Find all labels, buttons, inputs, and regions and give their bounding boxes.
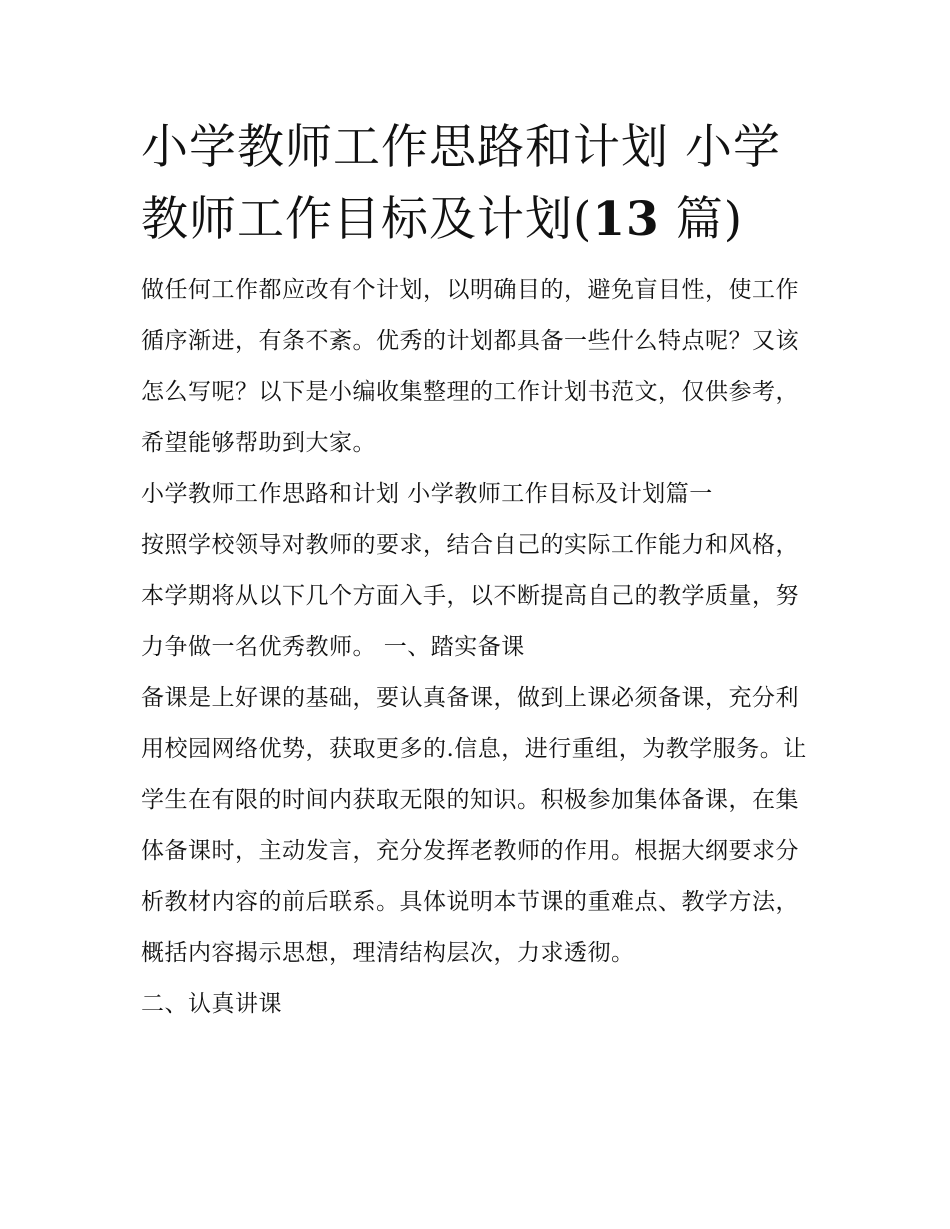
document-title (141, 112, 821, 256)
body-paragraph: 按照学校领导对教师的要求，结合自己的实际工作能力和风格，本学期将从以下几个方面入手，以不断提高自己的教学质量，努力争做一名优秀教师。 一、踏实备课 (141, 532, 799, 660)
title-text: 小学教师工作思路和计划 小学教师工作目标及计划( (141, 120, 781, 247)
document-content (141, 112, 821, 1030)
section-heading: 小学教师工作思路和计划 小学教师工作目标及计划篇一 (141, 481, 713, 507)
title-count: 13 (592, 192, 660, 247)
subsection-heading: 二、认真讲课 (141, 991, 282, 1017)
intro-paragraph: 做任何工作都应改有个计划，以明确目的，避免盲目性，使工作循序渐进，有条不紊。优秀的计划都具备一些什么特点呢？又该怎么写呢？以下是小编收集整理的工作计划书范文，仅供参考，希望能够帮助到大家。 (141, 277, 799, 456)
body-paragraph: 备课是上好课的基础，要认真备课，做到上课必须备课，充分利用校园网络优势，获取更多的.信息，进行重组，为教学服务。让学生在有限的时间内获取无限的知识。积极参加集体备课，在集体备课时，主动发言，充分发挥老教师的作用。根据大纲要求分析教材内容的前后联系。具体说明本节课的重难点、教学方法，概括内容揭示思想，理清结构层次，力求透彻。 (141, 685, 807, 966)
title-suffix: 篇) (659, 192, 744, 247)
